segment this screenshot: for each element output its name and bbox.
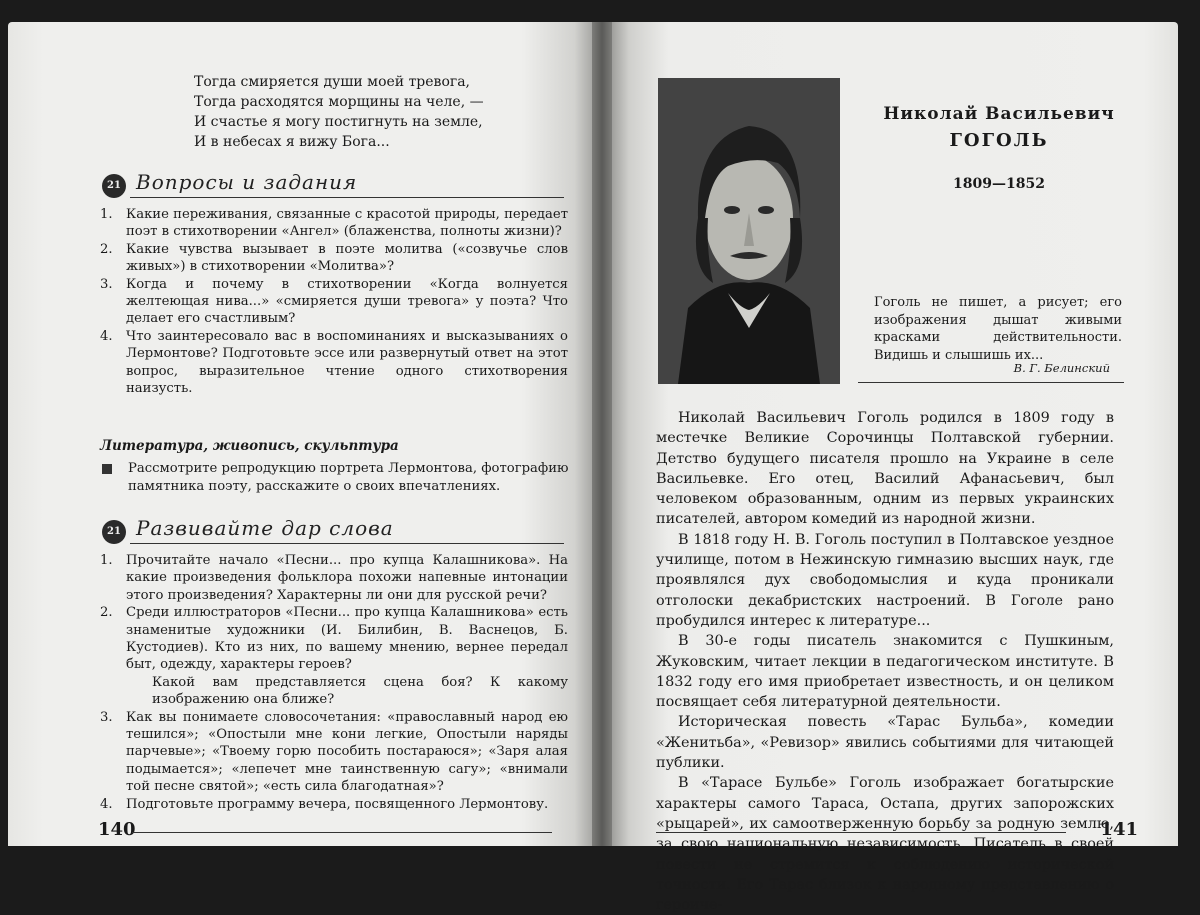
list-item: 3. Когда и почему в стихотворении «Когда волнуется желтеющая нива...» «смиряется души тревога» у поэта? Что делает его счастливым?	[100, 276, 568, 327]
heading-rule	[130, 543, 564, 544]
author-last-name: ГОГОЛЬ	[949, 130, 1049, 151]
section-badge-icon: 21	[102, 520, 126, 544]
task-continuation: Какой вам представляется сцена боя? К какому изображению она ближе?	[152, 674, 568, 708]
questions-heading-title: Вопросы и задания	[136, 170, 358, 194]
gogol-portrait-image	[658, 78, 840, 384]
question-text: Какие переживания, связанные с красотой природы, передает поэт в стихотворении «Ангел» (блаженства, полноты жизни)?	[126, 207, 568, 240]
epigraph-author: В. Г. Белинский	[1013, 361, 1110, 375]
task-text: Как вы понимаете словосочетания: «православный народ ею тешился»; «Опостыли мне кони легкие, Опостыли наряды парчевые»; «Твоему горю пособить постараюся»; «Заря алая подымается»; «лепечет мне таинственную сагу»; «внимали той песне святой»; «есть сила благодатная»?	[126, 709, 568, 795]
epigraph: Гоголь не пишет, а рисует; его изображения дышат живыми красками действительности. Видишь и слышишь их...	[874, 295, 1122, 363]
question-text: Что заинтересовало вас в воспоминаниях и высказываниях о Лермонтове? Подготовьте эссе или развернутый ответ на этот вопрос, выразительное чтение одного стихотворения наизусть.	[126, 328, 568, 397]
art-subheading: Литература, живопись, скульптура	[100, 438, 399, 454]
bio-paragraph: Историческая повесть «Тарас Бульба», комедии «Женитьба», «Ревизор» явились событиями для читающей публики.	[656, 714, 1114, 772]
bio-paragraph: В 30-е годы писатель знакомится с Пушкиным, Жуковским, читает лекции в педагогическом институте. В 1832 году его имя приобретает известность, и он целиком посвящает себя литературной деятельности.	[656, 633, 1114, 711]
page-number: 140	[98, 819, 136, 840]
list-item: 1. Прочитайте начало «Песни... про купца Калашникова». На какие произведения фольклора похожи напевные интонации этого произведения? Характерны ли они для русской речи?	[100, 553, 568, 603]
page-number: 141	[1100, 819, 1138, 840]
author-portrait	[658, 78, 840, 384]
poem	[194, 72, 484, 152]
poem-line: Тогда расходятся морщины на челе, —	[194, 94, 484, 110]
section-badge-icon: 21	[102, 174, 126, 198]
list-item: 3. Как вы понимаете словосочетания: «православный народ ею тешился»; «Опостыли мне кони легкие, Опостыли наряды парчевые»; «Твоему горю пособить постараюся»; «Заря алая подымается»; «лепечет мне таинственную сагу»; «внимали той песне святой»; «есть сила благодатная»?	[100, 709, 568, 795]
biography-text	[656, 408, 1114, 915]
question-text: Какие чувства вызывает в поэте молитва («созвучье слов живых») в стихотворении «Молитва»?	[126, 241, 568, 275]
list-item: 4. Что заинтересовало вас в воспоминаниях и высказываниях о Лермонтове? Подготовьте эссе или развернутый ответ на этот вопрос, выразительное чтение одного стихотворения наизусть.	[100, 328, 568, 397]
task-text: Среди иллюстраторов «Песни... про купца Калашникова» есть знаменитые художники (И. Билибин, В. Васнецов, Б. Кустодиев). Кто из них, по вашему мнению, вернее передал быт, одежду, характеры героев?	[126, 605, 568, 673]
list-item: 4. Подготовьте программу вечера, посвященного Лермонтову.	[100, 796, 549, 812]
develop-heading-title: Развивайте дар слова	[136, 516, 394, 540]
art-task-text: Рассмотрите репродукцию портрета Лермонтова, фотографию памятника поэту, расскажите о своих впечатлениях.	[128, 461, 569, 494]
heading-rule	[130, 197, 564, 198]
questions-list	[98, 206, 568, 397]
square-bullet-icon	[102, 464, 112, 474]
poem-line: И счастье я могу постигнуть на земле,	[194, 114, 483, 130]
footer-rule	[656, 832, 1066, 833]
bio-paragraph: Николай Васильевич Гоголь родился в 1809 году в местечке Великие Сорочинцы Полтавской губернии. Детство будущего писателя прошло на Украине в селе Васильевке. Его отец, Василий Афанасьевич, был человеком образованным, одним из первых украинских писателей, автором комедий из народной жизни.	[656, 410, 1114, 528]
list-item: 2. Какие чувства вызывает в поэте молитва («созвучье слов живых») в стихотворении «Молитва»?	[100, 241, 568, 275]
right-page	[612, 22, 1178, 914]
list-item: 2. Среди иллюстраторов «Песни... про купца Калашникова» есть знаменитые художники (И. Билибин, В. Васнецов, Б. Кустодиев). Кто из них, по вашему мнению, вернее передал быт, одежду, характеры героев? Какой вам представляется сцена боя? К какому изображению она ближе?	[100, 605, 568, 708]
author-dates: 1809—1852	[953, 176, 1045, 192]
develop-heading	[96, 516, 564, 546]
poem-line: И в небесах я вижу Бога...	[194, 134, 390, 150]
art-task	[100, 460, 570, 496]
left-page	[8, 22, 592, 846]
footer-rule	[132, 832, 552, 833]
task-text: Подготовьте программу вечера, посвященного Лермонтову.	[126, 796, 549, 812]
questions-heading	[96, 170, 564, 200]
list-item: 1. Какие переживания, связанные с красотой природы, передает поэт в стихотворении «Ангел» (блаженства, полноты жизни)?	[100, 207, 568, 240]
epigraph-rule	[858, 382, 1124, 383]
poem-line: Тогда смиряется души моей тревога,	[194, 74, 471, 90]
question-text: Когда и почему в стихотворении «Когда волнуется желтеющая нива...» «смиряется души тревога» у поэта? Что делает его счастливым?	[126, 276, 568, 327]
bio-paragraph: В 1818 году Н. В. Гоголь поступил в Полтавское уездное училище, потом в Нежинскую гимназию высших наук, где проявлялся дух свободомыслия и куда проникали отголоски декабристских настроений. В Гоголе рано пробудился интерес к литературе...	[656, 531, 1114, 629]
task-text: Прочитайте начало «Песни... про купца Калашникова». На какие произведения фольклора похожи напевные интонации этого произведения? Характерны ли они для русской речи?	[126, 553, 568, 603]
bio-paragraph: В «Тарасе Бульбе» Гоголь изображает богатырские характеры самого Тараса, Остапа, других запорожских «рыцарей», их самоотверженную борьбу за родную землю, за свою национальную независимость. Писатель в своей повести не стремится к соблюдению исторической точности. Его Тарас близок к народному представлению о героиче-	[656, 775, 1114, 914]
author-first-names: Николай Васильевич	[883, 104, 1115, 124]
develop-tasks-list	[98, 552, 568, 813]
